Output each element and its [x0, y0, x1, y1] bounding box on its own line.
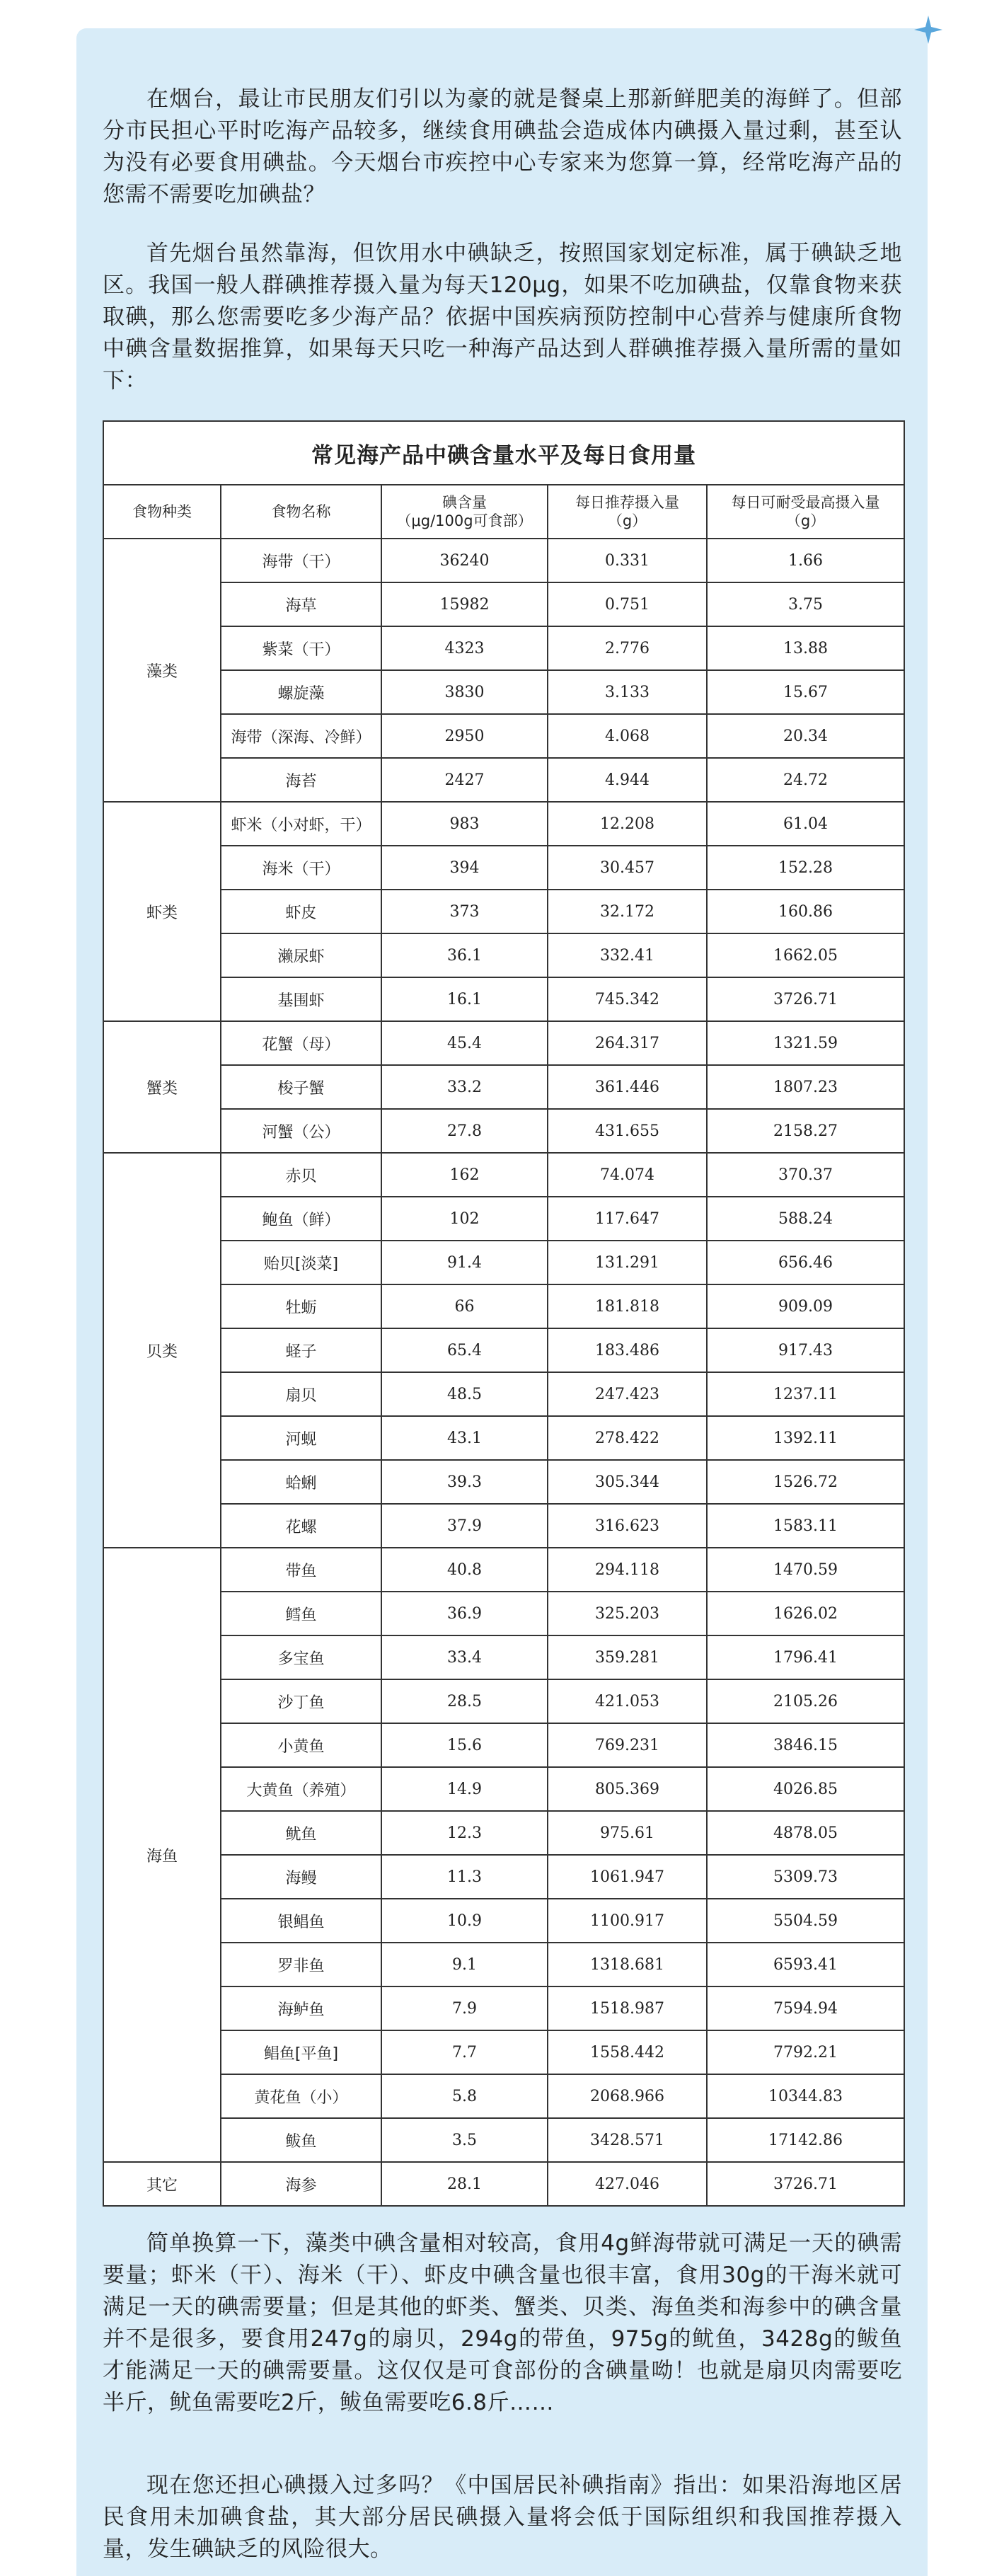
- daily-max-cell: 3726.71: [707, 2162, 904, 2206]
- table-row: [103, 2162, 904, 2206]
- table-title: 常见海产品中碘含量水平及每日食用量: [103, 421, 904, 485]
- iodine-content-cell: 5.8: [381, 2074, 548, 2118]
- food-name-cell: 鲍鱼（鲜）: [221, 1197, 381, 1241]
- daily-max-cell: 5504.59: [707, 1899, 904, 1943]
- daily-recommended-cell: 1100.917: [548, 1899, 707, 1943]
- daily-max-cell: 1392.11: [707, 1416, 904, 1460]
- table-row: [103, 2118, 904, 2162]
- daily-max-cell: 2105.26: [707, 1679, 904, 1723]
- four-point-star-icon: [913, 14, 944, 45]
- iodine-content-cell: 91.4: [381, 1241, 548, 1284]
- table-row: [103, 1153, 904, 1197]
- daily-max-cell: 588.24: [707, 1197, 904, 1241]
- iodine-content-cell: 36.1: [381, 933, 548, 977]
- iodine-content-cell: 65.4: [381, 1328, 548, 1372]
- iodine-content-cell: 7.7: [381, 2030, 548, 2074]
- daily-max-cell: 4878.05: [707, 1811, 904, 1855]
- table-row: [103, 670, 904, 714]
- daily-max-cell: 1526.72: [707, 1460, 904, 1504]
- food-name-cell: 濑尿虾: [221, 933, 381, 977]
- food-name-cell: 鱿鱼: [221, 1811, 381, 1855]
- food-name-cell: 蛏子: [221, 1328, 381, 1372]
- daily-max-cell: 17142.86: [707, 2118, 904, 2162]
- food-name-cell: 贻贝[淡菜]: [221, 1241, 381, 1284]
- food-name-cell: 花蟹（母）: [221, 1021, 381, 1065]
- food-name-cell: 海鳗: [221, 1855, 381, 1899]
- food-category-cell: 贝类: [103, 1153, 221, 1548]
- food-name-cell: 多宝鱼: [221, 1635, 381, 1679]
- iodine-content-cell: 28.1: [381, 2162, 548, 2206]
- daily-recommended-cell: 131.291: [548, 1241, 707, 1284]
- food-name-cell: 基围虾: [221, 977, 381, 1021]
- daily-recommended-cell: 975.61: [548, 1811, 707, 1855]
- daily-max-cell: 15.67: [707, 670, 904, 714]
- daily-recommended-cell: 305.344: [548, 1460, 707, 1504]
- daily-recommended-cell: 2068.966: [548, 2074, 707, 2118]
- table-row: [103, 1328, 904, 1372]
- iodine-content-cell: 28.5: [381, 1679, 548, 1723]
- table-row: [103, 1635, 904, 1679]
- table-row: [103, 1899, 904, 1943]
- food-name-cell: 鳕鱼: [221, 1592, 381, 1635]
- daily-recommended-cell: 769.231: [548, 1723, 707, 1767]
- daily-max-cell: 5309.73: [707, 1855, 904, 1899]
- header-food-category: 食物种类: [103, 485, 221, 539]
- iodine-content-table: [103, 420, 905, 2207]
- iodine-content-cell: 48.5: [381, 1372, 548, 1416]
- food-name-cell: 鲳鱼[平鱼]: [221, 2030, 381, 2074]
- table-row: [103, 1679, 904, 1723]
- daily-recommended-cell: 278.422: [548, 1416, 707, 1460]
- iodine-content-cell: 39.3: [381, 1460, 548, 1504]
- food-name-cell: 海带（干）: [221, 539, 381, 582]
- table-row: [103, 1416, 904, 1460]
- food-name-cell: 河蟹（公）: [221, 1109, 381, 1153]
- daily-recommended-cell: 181.818: [548, 1284, 707, 1328]
- iodine-content-cell: 3830: [381, 670, 548, 714]
- iodine-content-cell: 36240: [381, 539, 548, 582]
- daily-max-cell: 370.37: [707, 1153, 904, 1197]
- food-name-cell: 虾米（小对虾，干）: [221, 802, 381, 846]
- daily-recommended-cell: 3428.571: [548, 2118, 707, 2162]
- daily-recommended-cell: 4.944: [548, 758, 707, 802]
- daily-recommended-cell: 316.623: [548, 1504, 707, 1548]
- iodine-content-cell: 27.8: [381, 1109, 548, 1153]
- food-name-cell: 海苔: [221, 758, 381, 802]
- daily-max-cell: 1662.05: [707, 933, 904, 977]
- table-row: [103, 758, 904, 802]
- daily-recommended-cell: 1558.442: [548, 2030, 707, 2074]
- food-category-cell: 蟹类: [103, 1021, 221, 1153]
- header-iodine-content: 碘含量 （μg/100g可食部）: [381, 485, 548, 539]
- daily-max-cell: 160.86: [707, 890, 904, 933]
- iodine-content-cell: 12.3: [381, 1811, 548, 1855]
- food-name-cell: 蛤蜊: [221, 1460, 381, 1504]
- table-row: [103, 802, 904, 846]
- daily-max-cell: 152.28: [707, 846, 904, 890]
- food-category-cell: 藻类: [103, 539, 221, 802]
- iodine-content-cell: 16.1: [381, 977, 548, 1021]
- daily-max-cell: 1470.59: [707, 1548, 904, 1592]
- daily-max-cell: 4026.85: [707, 1767, 904, 1811]
- food-name-cell: 大黄鱼（养殖）: [221, 1767, 381, 1811]
- table-row: [103, 626, 904, 670]
- daily-recommended-cell: 1518.987: [548, 1986, 707, 2030]
- daily-max-cell: 1796.41: [707, 1635, 904, 1679]
- food-category-cell: 其它: [103, 2162, 221, 2206]
- daily-recommended-cell: 264.317: [548, 1021, 707, 1065]
- daily-max-cell: 909.09: [707, 1284, 904, 1328]
- iodine-content-cell: 33.2: [381, 1065, 548, 1109]
- table-row: [103, 1548, 904, 1592]
- table-row: [103, 539, 904, 582]
- daily-recommended-cell: 805.369: [548, 1767, 707, 1811]
- iodine-content-cell: 983: [381, 802, 548, 846]
- iodine-content-cell: 102: [381, 1197, 548, 1241]
- daily-recommended-cell: 30.457: [548, 846, 707, 890]
- table-row: [103, 846, 904, 890]
- food-name-cell: 梭子蟹: [221, 1065, 381, 1109]
- daily-max-cell: 10344.83: [707, 2074, 904, 2118]
- iodine-content-cell: 15.6: [381, 1723, 548, 1767]
- food-name-cell: 罗非鱼: [221, 1943, 381, 1986]
- iodine-content-cell: 40.8: [381, 1548, 548, 1592]
- daily-max-cell: 7594.94: [707, 1986, 904, 2030]
- iodine-content-cell: 2950: [381, 714, 548, 758]
- food-name-cell: 黄花鱼（小）: [221, 2074, 381, 2118]
- iodine-content-cell: 33.4: [381, 1635, 548, 1679]
- food-name-cell: 河蚬: [221, 1416, 381, 1460]
- food-name-cell: 沙丁鱼: [221, 1679, 381, 1723]
- table-row: [103, 1460, 904, 1504]
- daily-max-cell: 917.43: [707, 1328, 904, 1372]
- iodine-content-cell: 162: [381, 1153, 548, 1197]
- daily-recommended-cell: 294.118: [548, 1548, 707, 1592]
- food-category-cell: 海鱼: [103, 1548, 221, 2162]
- daily-recommended-cell: 1318.681: [548, 1943, 707, 1986]
- food-name-cell: 螺旋藻: [221, 670, 381, 714]
- table-row: [103, 1065, 904, 1109]
- table-body: [103, 539, 904, 2206]
- daily-max-cell: 3846.15: [707, 1723, 904, 1767]
- food-name-cell: 海参: [221, 2162, 381, 2206]
- iodine-content-cell: 10.9: [381, 1899, 548, 1943]
- food-name-cell: 小黄鱼: [221, 1723, 381, 1767]
- table-row: [103, 1197, 904, 1241]
- iodine-content-cell: 3.5: [381, 2118, 548, 2162]
- daily-recommended-cell: 12.208: [548, 802, 707, 846]
- food-name-cell: 海米（干）: [221, 846, 381, 890]
- daily-max-cell: 24.72: [707, 758, 904, 802]
- table-row: [103, 714, 904, 758]
- daily-recommended-cell: 2.776: [548, 626, 707, 670]
- iodine-content-cell: 14.9: [381, 1767, 548, 1811]
- table-row: [103, 1284, 904, 1328]
- iodine-content-cell: 4323: [381, 626, 548, 670]
- table-row: [103, 1943, 904, 1986]
- daily-recommended-cell: 359.281: [548, 1635, 707, 1679]
- table-row: [103, 1109, 904, 1153]
- table-row: [103, 1241, 904, 1284]
- daily-max-cell: 656.46: [707, 1241, 904, 1284]
- iodine-content-cell: 36.9: [381, 1592, 548, 1635]
- daily-recommended-cell: 74.074: [548, 1153, 707, 1197]
- daily-recommended-cell: 421.053: [548, 1679, 707, 1723]
- food-category-cell: 虾类: [103, 802, 221, 1021]
- daily-max-cell: 6593.41: [707, 1943, 904, 1986]
- daily-recommended-cell: 247.423: [548, 1372, 707, 1416]
- daily-max-cell: 3726.71: [707, 977, 904, 1021]
- food-name-cell: 紫菜（干）: [221, 626, 381, 670]
- iodine-content-cell: 15982: [381, 582, 548, 626]
- header-daily-max-tolerable: 每日可耐受最高摄入量 （g）: [707, 485, 904, 539]
- iodine-content-cell: 66: [381, 1284, 548, 1328]
- table-row: [103, 1986, 904, 2030]
- table-row: [103, 977, 904, 1021]
- daily-max-cell: 61.04: [707, 802, 904, 846]
- conclusion-paragraph: 现在您还担心碘摄入过多吗？《中国居民补碘指南》指出：如果沿海地区居民食用未加碘食盐，其大部分居民碘摄入量将会低于国际组织和我国推荐摄入量，发生碘缺乏的风险很大。: [103, 2473, 902, 2562]
- daily-recommended-cell: 117.647: [548, 1197, 707, 1241]
- food-name-cell: 银鲳鱼: [221, 1899, 381, 1943]
- daily-max-cell: 1.66: [707, 539, 904, 582]
- table-row: [103, 1021, 904, 1065]
- food-name-cell: 虾皮: [221, 890, 381, 933]
- table-header-row: [103, 485, 904, 539]
- table-row: [103, 1811, 904, 1855]
- daily-recommended-cell: 183.486: [548, 1328, 707, 1372]
- iodine-content-cell: 45.4: [381, 1021, 548, 1065]
- table-row: [103, 2030, 904, 2074]
- table-row: [103, 1504, 904, 1548]
- daily-recommended-cell: 361.446: [548, 1065, 707, 1109]
- background-paragraph: 首先烟台虽然靠海，但饮用水中碘缺乏，按照国家划定标准，属于碘缺乏地区。我国一般人群碘推荐摄入量为每天120μg，如果不吃加碘盐，仅靠食物来获取碘，那么您需要吃多少海产品？依据中国疾病预防控制中心营养与健康所食物中碘含量数据推算，如果每天只吃一种海产品达到人群碘推荐摄入量所需的量如下：: [103, 241, 902, 393]
- food-name-cell: 带鱼: [221, 1548, 381, 1592]
- daily-recommended-cell: 4.068: [548, 714, 707, 758]
- daily-max-cell: 1321.59: [707, 1021, 904, 1065]
- daily-recommended-cell: 325.203: [548, 1592, 707, 1635]
- food-name-cell: 扇贝: [221, 1372, 381, 1416]
- daily-max-cell: 1583.11: [707, 1504, 904, 1548]
- daily-max-cell: 20.34: [707, 714, 904, 758]
- header-daily-recommended: 每日推荐摄入量 （g）: [548, 485, 707, 539]
- daily-max-cell: 2158.27: [707, 1109, 904, 1153]
- food-name-cell: 花螺: [221, 1504, 381, 1548]
- daily-max-cell: 7792.21: [707, 2030, 904, 2074]
- iodine-content-cell: 43.1: [381, 1416, 548, 1460]
- food-name-cell: 海带（深海、冷鲜）: [221, 714, 381, 758]
- iodine-content-cell: 7.9: [381, 1986, 548, 2030]
- table-row: [103, 1723, 904, 1767]
- table-row: [103, 582, 904, 626]
- iodine-content-cell: 394: [381, 846, 548, 890]
- summary-paragraph: 简单换算一下，藻类中碘含量相对较高，食用4g鲜海带就可满足一天的碘需要量；虾米（干）、海米（干）、虾皮中碘含量也很丰富，食用30g的干海米就可满足一天的碘需要量；但是其他的虾类、蟹类、贝类、海鱼类和海参中的碘含量并不是很多，要食用247g的扇贝，294g的带鱼，975g的鱿鱼，3428g的鲅鱼才能满足一天的碘需要量。这仅仅是可食部份的含碘量呦！也就是扇贝肉需要吃半斤，鱿鱼需要吃2斤，鲅鱼需要吃6.8斤……: [103, 2231, 902, 2415]
- table-row: [103, 890, 904, 933]
- table-row: [103, 933, 904, 977]
- food-name-cell: 鲅鱼: [221, 2118, 381, 2162]
- daily-max-cell: 13.88: [707, 626, 904, 670]
- food-name-cell: 牡蛎: [221, 1284, 381, 1328]
- daily-recommended-cell: 0.331: [548, 539, 707, 582]
- daily-max-cell: 1626.02: [707, 1592, 904, 1635]
- table-row: [103, 1372, 904, 1416]
- table-row: [103, 1592, 904, 1635]
- iodine-content-cell: 9.1: [381, 1943, 548, 1986]
- daily-recommended-cell: 745.342: [548, 977, 707, 1021]
- daily-recommended-cell: 431.655: [548, 1109, 707, 1153]
- daily-recommended-cell: 427.046: [548, 2162, 707, 2206]
- intro-paragraph: 在烟台，最让市民朋友们引以为豪的就是餐桌上那新鲜肥美的海鲜了。但部分市民担心平时吃海产品较多，继续食用碘盐会造成体内碘摄入量过剩，甚至认为没有必要食用碘盐。今天烟台市疾控中心专家来为您算一算，经常吃海产品的您需不需要吃加碘盐？: [103, 86, 902, 207]
- iodine-content-cell: 37.9: [381, 1504, 548, 1548]
- daily-max-cell: 1807.23: [707, 1065, 904, 1109]
- daily-max-cell: 1237.11: [707, 1372, 904, 1416]
- daily-recommended-cell: 3.133: [548, 670, 707, 714]
- iodine-content-cell: 2427: [381, 758, 548, 802]
- table-row: [103, 2074, 904, 2118]
- iodine-content-cell: 11.3: [381, 1855, 548, 1899]
- daily-recommended-cell: 332.41: [548, 933, 707, 977]
- header-food-name: 食物名称: [221, 485, 381, 539]
- daily-recommended-cell: 0.751: [548, 582, 707, 626]
- iodine-content-cell: 373: [381, 890, 548, 933]
- food-name-cell: 海草: [221, 582, 381, 626]
- food-name-cell: 赤贝: [221, 1153, 381, 1197]
- daily-max-cell: 3.75: [707, 582, 904, 626]
- daily-recommended-cell: 1061.947: [548, 1855, 707, 1899]
- food-name-cell: 海鲈鱼: [221, 1986, 381, 2030]
- table-row: [103, 1767, 904, 1811]
- table-row: [103, 1855, 904, 1899]
- daily-recommended-cell: 32.172: [548, 890, 707, 933]
